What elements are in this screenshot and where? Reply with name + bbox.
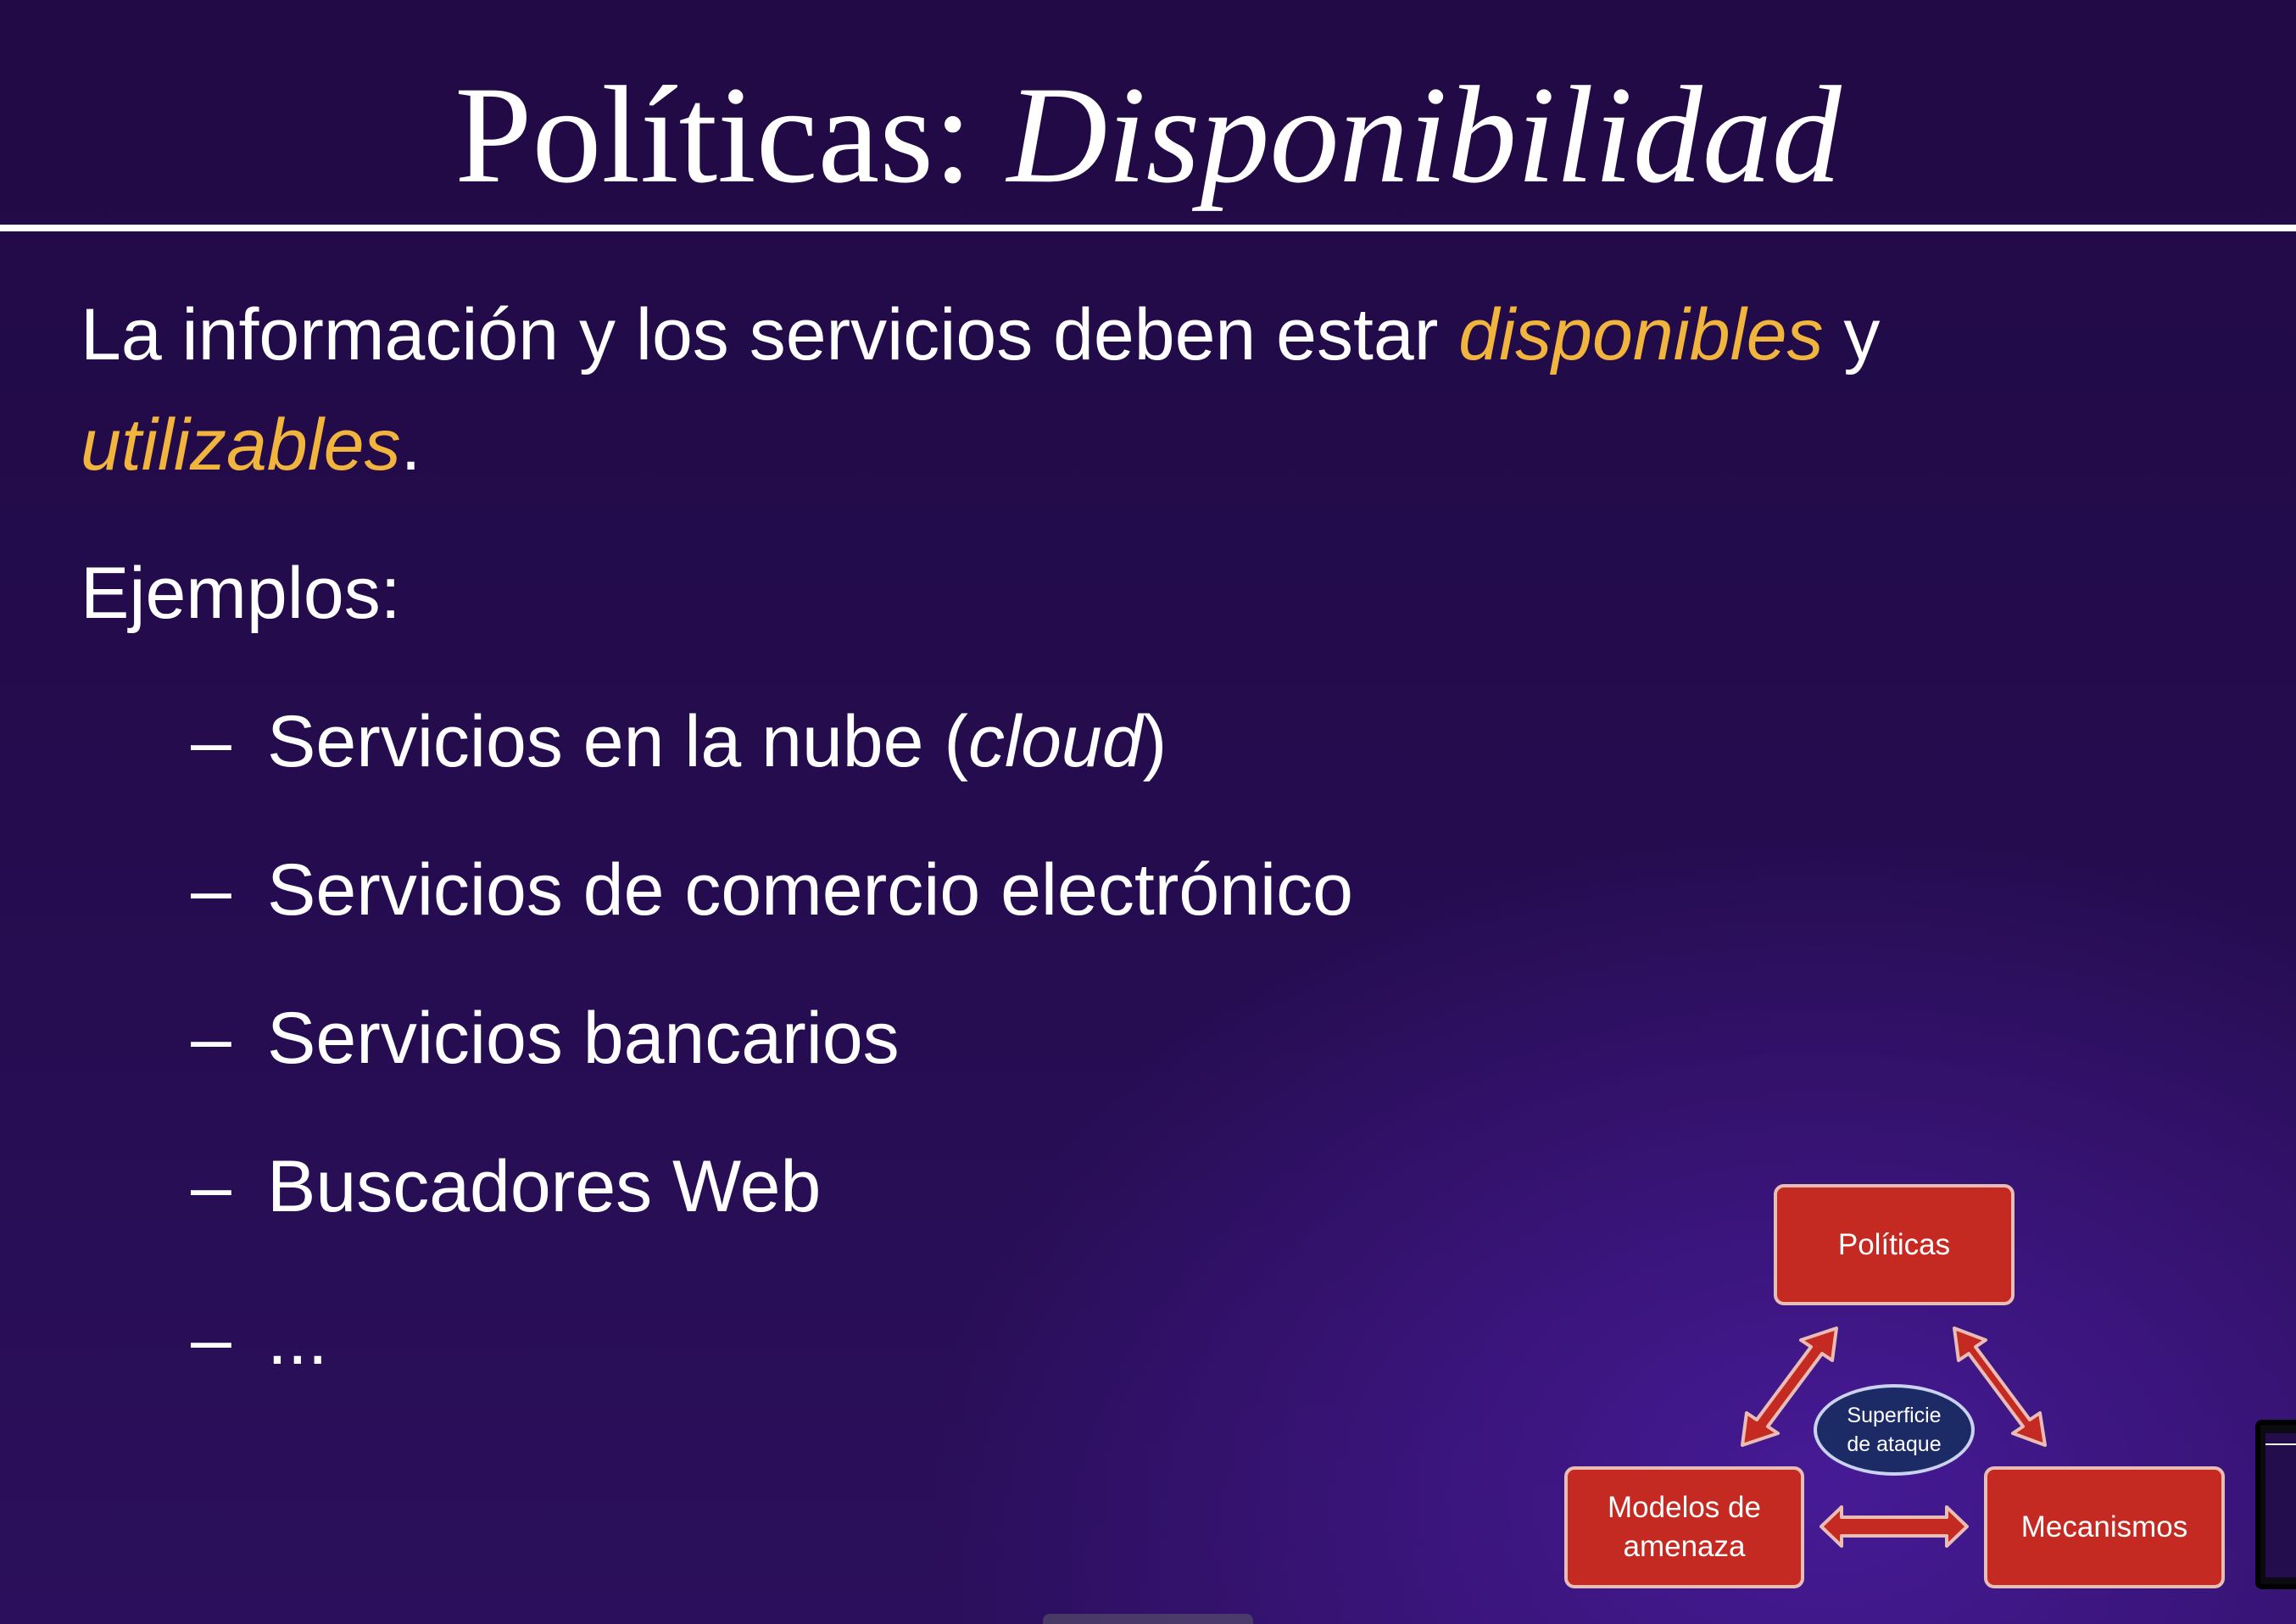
next-slide-thumbnail[interactable]	[2255, 1420, 2296, 1589]
title-underline	[0, 225, 2296, 231]
bullet-dash: –	[191, 1146, 231, 1227]
examples-label: Ejemplos:	[81, 553, 401, 634]
diagram-box-modelos-line1: Modelos de	[1608, 1491, 1761, 1524]
diagram-box-mecanismos: Mecanismos	[1984, 1466, 2225, 1588]
diagram-ellipse-line2: de ataque	[1847, 1432, 1942, 1456]
intro-text: La información y los servicios deben estar	[81, 294, 1459, 375]
diagram-box-modelos	[1564, 1466, 1804, 1588]
thumbnail-content	[2265, 1433, 2296, 1577]
diagram-ellipse-line1: Superficie	[1847, 1404, 1942, 1427]
intro-period: .	[400, 404, 421, 486]
intro-line-1	[81, 292, 1880, 377]
bullet-item-ellipsis: ...	[267, 1299, 328, 1380]
bullet-text: )	[1142, 701, 1168, 782]
diagram-box-modelos-line2: amenaza	[1623, 1530, 1746, 1563]
diagram-box-politicas: Políticas	[1774, 1184, 2015, 1305]
bullet-dash: –	[191, 849, 231, 931]
slide-title	[0, 51, 2296, 220]
bullet-text: Servicios en la nube (	[267, 701, 968, 782]
bullet-item-cloud	[267, 699, 1167, 784]
title-plain: Políticas:	[454, 58, 1007, 212]
bullet-item-search: Buscadores Web	[267, 1146, 822, 1227]
arrow-horizontal-icon	[1821, 1507, 1967, 1546]
thumbnail-rule	[2265, 1443, 2296, 1445]
bottom-drag-handle[interactable]	[1043, 1614, 1253, 1624]
intro-accent-disponibles: disponibles	[1458, 294, 1824, 375]
diagram-ellipse-superficie	[1814, 1384, 1975, 1476]
bullet-dash: –	[191, 998, 231, 1079]
bullet-italic: cloud	[968, 701, 1143, 782]
bullet-item-ecommerce: Servicios de comercio electrónico	[267, 849, 1353, 931]
intro-accent-utilizables: utilizables	[81, 404, 401, 486]
bullet-item-banking: Servicios bancarios	[267, 998, 900, 1079]
intro-line-2	[81, 403, 421, 487]
intro-text-y: y	[1823, 294, 1881, 375]
title-italic: Disponibilidad	[1006, 58, 1842, 212]
bullet-dash: –	[191, 1299, 231, 1380]
bullet-dash: –	[191, 701, 231, 782]
